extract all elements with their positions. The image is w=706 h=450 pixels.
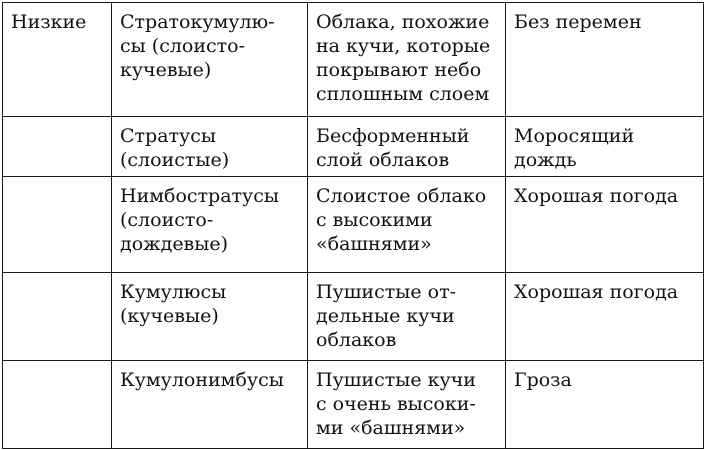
cloud-name-line: кучевые) [120, 59, 212, 81]
weather-cell [506, 273, 704, 361]
cloud-description-line: Пушистые кучи [316, 369, 476, 391]
cloud-name-line: Стратусы [120, 125, 216, 147]
cloud-description-line: покрывают небо [316, 59, 482, 81]
table-row [3, 273, 704, 361]
cloud-name-line: дождевые) [120, 233, 229, 255]
cloud-name-line: (слоисто- [120, 209, 214, 231]
cloud-name-cell [112, 273, 308, 361]
cloud-name-cell [112, 177, 308, 273]
cloud-description-cell [308, 177, 506, 273]
cloud-name-cell [112, 361, 308, 449]
cloud-description-line: с очень высоки- [316, 393, 476, 415]
cloud-name-line: (кучевые) [120, 305, 219, 327]
cloud-name-line: (слоистые) [120, 149, 230, 171]
cloud-group-cell [3, 3, 112, 117]
cloud-name-line: сы (слоисто- [120, 35, 246, 57]
cloud-name-line: Стратокумулю- [120, 11, 275, 33]
table-row [3, 117, 704, 177]
weather-cell [506, 3, 704, 117]
cloud-description-line: Облака, похожие [316, 11, 490, 33]
weather-cell [506, 117, 704, 177]
cloud-description-line: сплошным слоем [316, 83, 490, 105]
weather-line: Гроза [514, 369, 572, 391]
cloud-name-cell [112, 117, 308, 177]
cloud-description-line: Бесформенный [316, 125, 470, 147]
weather-line: Без перемен [514, 11, 642, 33]
cloud-description-line: облаков [316, 329, 397, 351]
cloud-group-label: Низкие [11, 11, 87, 33]
cloud-description-line: дельные кучи [316, 305, 455, 327]
cloud-description-line: Слоистое облако [316, 185, 487, 207]
cloud-description-line: на кучи, которые [316, 35, 491, 57]
cloud-description-line: слой облаков [316, 149, 450, 171]
cloud-description-line: Пушистые от- [316, 281, 457, 303]
cloud-description-cell [308, 361, 506, 449]
cloud-description-cell [308, 273, 506, 361]
weather-line: Хорошая погода [514, 185, 679, 207]
cloud-description-line: с высокими [316, 209, 433, 231]
weather-line: дождь [514, 149, 577, 171]
table-row [3, 361, 704, 449]
cloud-name-line: Кумулонимбусы [120, 369, 284, 391]
weather-cell [506, 361, 704, 449]
cloud-description-line: ми «башнями» [316, 417, 466, 439]
table-row [3, 3, 704, 117]
cloud-group-cell [3, 117, 112, 177]
weather-line: Моросящий [514, 125, 635, 147]
cloud-group-cell [3, 273, 112, 361]
cloud-description-line: «башнями» [316, 233, 432, 255]
weather-cell [506, 177, 704, 273]
cloud-group-cell [3, 177, 112, 273]
cloud-name-line: Кумулюсы [120, 281, 227, 303]
cloud-description-cell [308, 3, 506, 117]
cloud-name-cell [112, 3, 308, 117]
weather-line: Хорошая погода [514, 281, 679, 303]
cloud-name-line: Нимбостратусы [120, 185, 279, 207]
cloud-group-cell [3, 361, 112, 449]
cloud-types-table [2, 2, 704, 449]
cloud-description-cell [308, 117, 506, 177]
table-row [3, 177, 704, 273]
